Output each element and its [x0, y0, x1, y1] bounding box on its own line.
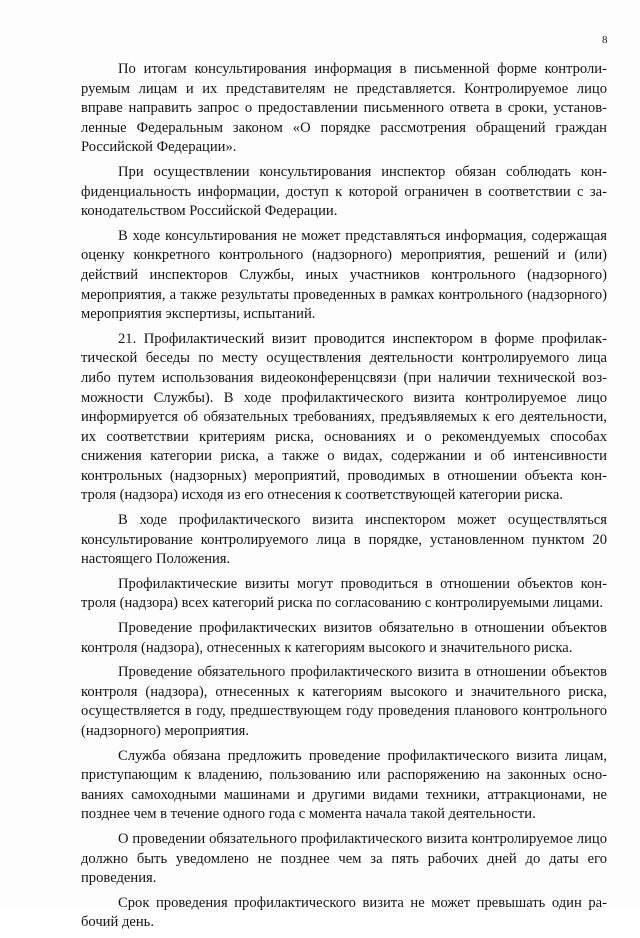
- paragraph-service-obligation: Служба обязана предложить проведение профилактического визита лицам, приступающим к владению, пользованию или распоряжению на законных основаниях самоходными машинами и другими видами техники, аттракционами, не позднее чем в течение одного года с момента начала такой деятельности.: [81, 747, 607, 823]
- page-number: 8: [602, 34, 608, 46]
- paragraph-21-preventive-visit: 21. Профилактический визит проводится инспектором в форме профилактической беседы по месту осуществления деятельности контролируемого лица либо путем использования видеоконференцсвязи (при наличии технической возможности Службы). В ходе профилактического визита контролируемое лицо информируется об обязательных требованиях, предъявляемых к его деятельности, их соответствии критериям риска, основаниях и о рекомендуемых способах снижения категории риска, а также о видах, содержании и об интенсивности контрольных (надзорных) мероприятий, проводимых в отношении объекта контроля (надзора) исходя из его отнесения к соответствующей категории риска.: [81, 330, 607, 504]
- paragraph-restricted-information: В ходе консультирования не может представляться информация, содержащая оценку конкретного контрольного (надзорного) мероприятия, решений и (или) действий инспекторов Службы, иных участников контрольного (надзорного) мероприятия, а также результаты проведенных в рамках контрольного (надзорного) мероприятия экспертизы, испытаний.: [81, 227, 607, 323]
- paragraph-consultation-written-form: По итогам консультирования информация в письменной форме контролируемым лицам и их представителям не представляется. Контролируемое лицо вправе направить запрос о предоставлении письменного ответа в сроки, установленные Федеральным законом «О порядке рассмотрения обращений граждан Российской Федерации».: [81, 61, 607, 156]
- paragraph-mandatory-visits: Проведение профилактических визитов обязательно в отношении объектов контроля (надзора), отнесенных к категориям высокого и значительного риска.: [81, 620, 607, 656]
- paragraph-visit-consultation: В ходе профилактического визита инспектором может осуществляться консультирование контролируемого лица в порядке, установленном пунктом 20 настоящего Положения.: [81, 512, 607, 568]
- paragraph-confidentiality: При осуществлении консультирования инспектор обязан соблюдать конфиденциальность информации, доступ к которой ограничен в соответствии с законодательством Российской Федерации.: [81, 163, 607, 220]
- document-body: [81, 60, 607, 938]
- paragraph-visits-all-risk-categories: Профилактические визиты могут проводиться в отношении объектов контроля (надзора) всех категорий риска по согласованию с контролируемыми лицами.: [81, 575, 607, 612]
- paragraph-visit-duration: Срок проведения профилактического визита не может превышать один рабочий день.: [81, 894, 607, 931]
- paragraph-notification: О проведении обязательного профилактического визита контролируемое лицо должно быть уведомлено не позднее чем за пять рабочих дней до даты его проведения.: [81, 830, 607, 887]
- paragraph-mandatory-visit-timing: Проведение обязательного профилактического визита в отношении объектов контроля (надзора), отнесенных к категориям высокого и значительного риска, осуществляется в году, предшествующем году проведения планового контрольного (надзорного) мероприятия.: [81, 664, 607, 739]
